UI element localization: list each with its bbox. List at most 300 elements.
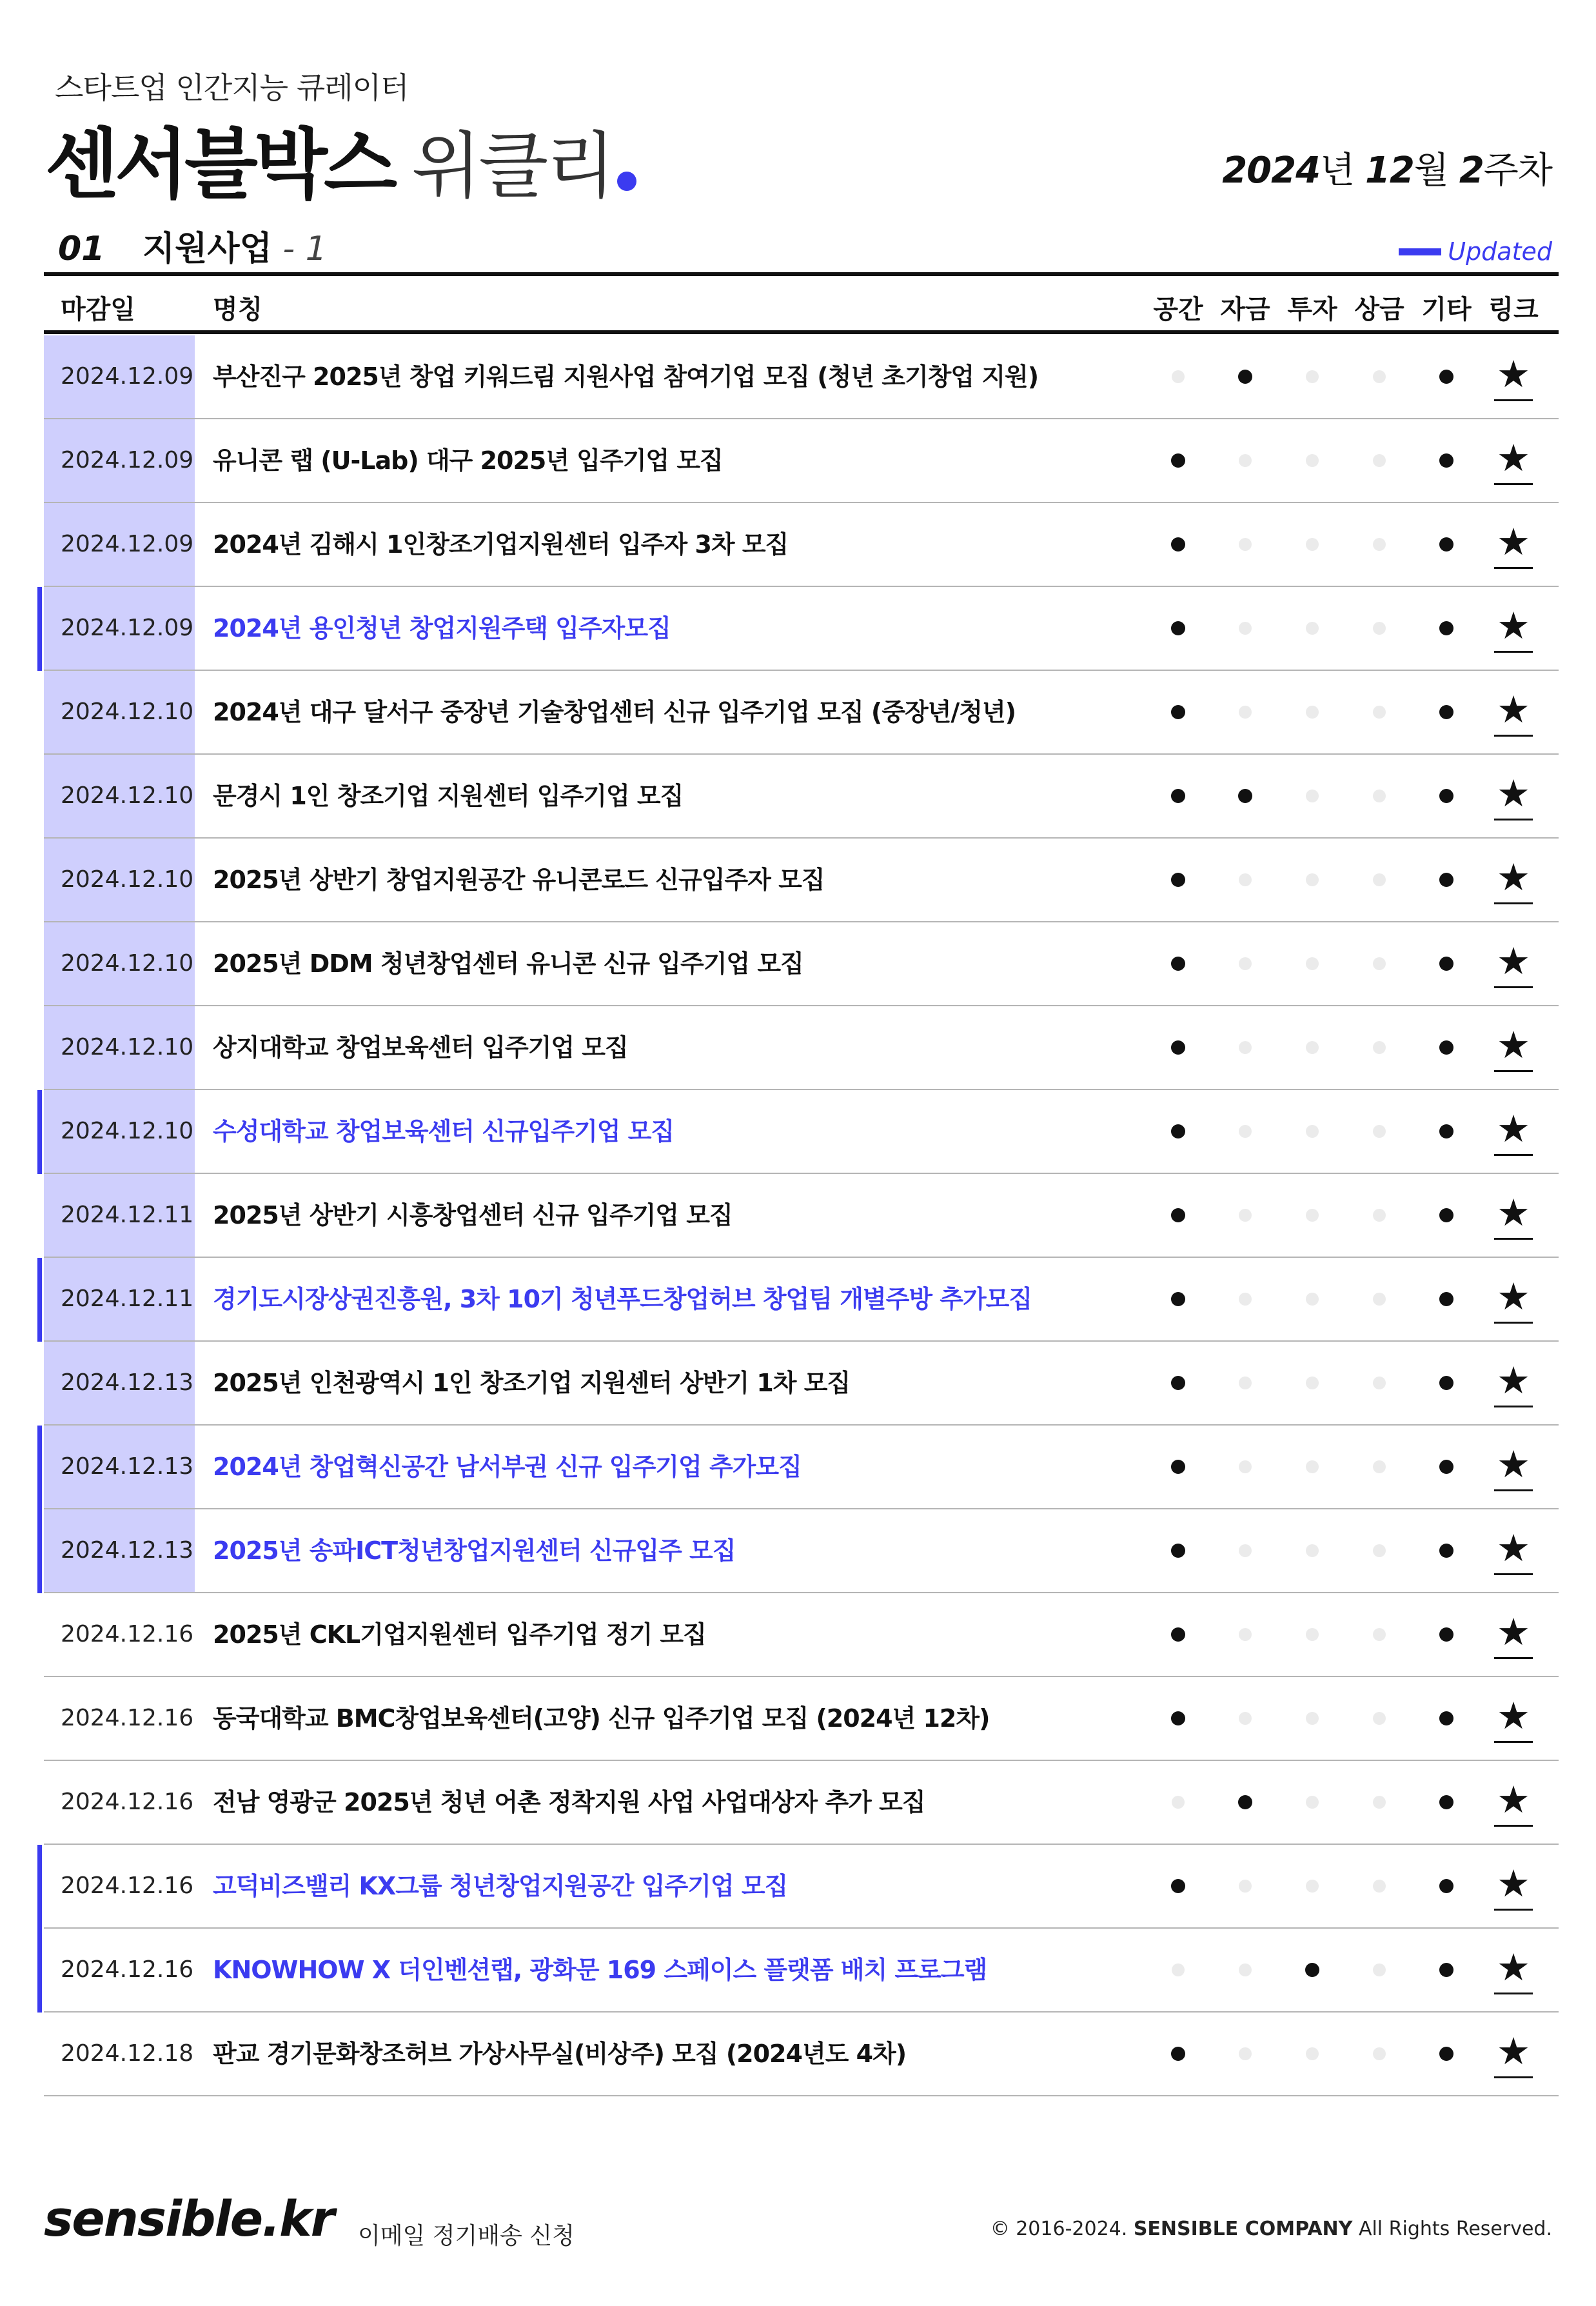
row-cell-prize — [1346, 419, 1413, 502]
filled-dot-icon — [1171, 1124, 1185, 1138]
filled-dot-icon — [1171, 1376, 1185, 1390]
updated-marker — [37, 1845, 42, 1929]
program-table — [44, 335, 1559, 2096]
empty-dot-icon — [1239, 1544, 1252, 1557]
filled-dot-icon — [1439, 1711, 1453, 1725]
row-deadline: 2024.12.16 — [61, 1956, 194, 1983]
row-cell-funding — [1212, 1426, 1279, 1508]
link-star-icon[interactable]: ★ — [1494, 1360, 1533, 1407]
table-row — [44, 1342, 1559, 1426]
row-cell-investment — [1279, 1174, 1346, 1257]
row-program-name: 경기도시장상권진흥원, 3차 10기 청년푸드창업허브 창업팀 개별주방 추가모집 — [213, 1285, 1032, 1313]
row-cell-other — [1413, 1258, 1480, 1340]
row-cell-prize — [1346, 1929, 1413, 2011]
row-cell-investment — [1279, 1845, 1346, 1927]
updated-marker — [37, 587, 42, 671]
link-star-icon[interactable]: ★ — [1494, 941, 1533, 988]
table-row — [44, 1929, 1559, 2013]
row-cell-other — [1413, 503, 1480, 586]
link-star-icon[interactable]: ★ — [1494, 1864, 1533, 1911]
empty-dot-icon — [1306, 1796, 1319, 1809]
filled-dot-icon — [1439, 1627, 1453, 1642]
row-cell-space — [1145, 1929, 1212, 2011]
row-cell-investment — [1279, 2013, 1346, 2095]
row-deadline: 2024.12.10 — [44, 1006, 195, 1089]
row-cell-other — [1413, 587, 1480, 670]
empty-dot-icon — [1306, 370, 1319, 383]
filled-dot-icon — [1171, 1711, 1185, 1725]
row-cell-prize — [1346, 1258, 1413, 1340]
row-program-name: 고덕비즈밸리 KX그룹 청년창업지원공간 입주기업 모집 — [213, 1872, 788, 1900]
empty-dot-icon — [1306, 1377, 1319, 1389]
filled-dot-icon — [1439, 1376, 1453, 1390]
empty-dot-icon — [1373, 622, 1386, 635]
row-cell-other — [1413, 1006, 1480, 1089]
row-cell-other — [1413, 335, 1480, 418]
row-cell-funding — [1212, 922, 1279, 1005]
link-star-icon[interactable]: ★ — [1494, 1780, 1533, 1827]
empty-dot-icon — [1373, 538, 1386, 551]
row-program-name: 2025년 상반기 시흥창업센터 신규 입주기업 모집 — [213, 1201, 733, 1229]
empty-dot-icon — [1373, 957, 1386, 970]
empty-dot-icon — [1373, 873, 1386, 886]
row-cell-investment — [1279, 839, 1346, 921]
empty-dot-icon — [1239, 1041, 1252, 1054]
row-cell-prize — [1346, 1845, 1413, 1927]
subtitle: 스타트업 인간지능 큐레이터 — [55, 70, 409, 105]
empty-dot-icon — [1172, 1796, 1185, 1809]
issue-year-unit: 년 — [1320, 150, 1355, 192]
empty-dot-icon — [1306, 1125, 1319, 1138]
column-header-funding: 자금 — [1220, 295, 1270, 324]
empty-dot-icon — [1306, 957, 1319, 970]
empty-dot-icon — [1373, 1041, 1386, 1054]
empty-dot-icon — [1239, 1293, 1252, 1306]
section-title — [58, 221, 327, 270]
filled-dot-icon — [1171, 1208, 1185, 1222]
row-deadline: 2024.12.10 — [44, 839, 195, 921]
column-header-other: 기타 — [1421, 295, 1472, 324]
link-star-icon[interactable]: ★ — [1494, 1025, 1533, 1072]
row-cell-funding — [1212, 1174, 1279, 1257]
row-program-name: 문경시 1인 창조기업 지원센터 입주기업 모집 — [213, 782, 684, 810]
brand-name: 센서블박스 — [45, 120, 393, 209]
filled-dot-icon — [1439, 789, 1453, 803]
row-cell-space — [1145, 2013, 1212, 2095]
empty-dot-icon — [1373, 1293, 1386, 1306]
row-program-name: 2025년 인천광역시 1인 창조기업 지원센터 상반기 1차 모집 — [213, 1369, 851, 1397]
row-program-name: 2025년 상반기 창업지원공간 유니콘로드 신규입주자 모집 — [213, 866, 825, 894]
empty-dot-icon — [1239, 1880, 1252, 1893]
link-star-icon[interactable]: ★ — [1494, 1444, 1533, 1491]
row-deadline: 2024.12.10 — [44, 1090, 195, 1173]
row-program-name: 2024년 김해시 1인창조기업지원센터 입주자 3차 모집 — [213, 530, 789, 559]
row-cell-other — [1413, 1342, 1480, 1424]
row-cell-investment — [1279, 1593, 1346, 1676]
table-row — [44, 1090, 1559, 1174]
table-row — [44, 755, 1559, 839]
row-deadline: 2024.12.09 — [44, 335, 195, 418]
empty-dot-icon — [1373, 790, 1386, 802]
empty-dot-icon — [1239, 873, 1252, 886]
empty-dot-icon — [1373, 1209, 1386, 1222]
column-header-name: 명칭 — [213, 295, 263, 324]
brand-weekly: 위클리 — [411, 124, 613, 208]
row-cell-other — [1413, 419, 1480, 502]
row-cell-prize — [1346, 922, 1413, 1005]
empty-dot-icon — [1239, 538, 1252, 551]
filled-dot-icon — [1439, 2047, 1453, 2061]
row-cell-funding — [1212, 587, 1279, 670]
row-cell-space — [1145, 1845, 1212, 1927]
updated-marker — [37, 1258, 42, 1342]
row-cell-investment — [1279, 419, 1346, 502]
link-star-icon[interactable]: ★ — [1494, 1947, 1533, 1994]
empty-dot-icon — [1239, 1628, 1252, 1641]
section-name: 지원사업 — [142, 230, 272, 268]
empty-dot-icon — [1306, 873, 1319, 886]
empty-dot-icon — [1239, 1377, 1252, 1389]
filled-dot-icon — [1439, 1963, 1453, 1977]
empty-dot-icon — [1373, 2047, 1386, 2060]
issue-month-unit: 월 — [1414, 150, 1449, 192]
footer-logo[interactable]: sensible.kr — [44, 2190, 334, 2247]
row-cell-investment — [1279, 1006, 1346, 1089]
updated-legend-bar-icon — [1399, 248, 1441, 255]
row-cell-other — [1413, 1090, 1480, 1173]
empty-dot-icon — [1373, 1796, 1386, 1809]
row-cell-prize — [1346, 1174, 1413, 1257]
row-program-name: 2024년 창업혁신공간 남서부권 신규 입주기업 추가모집 — [213, 1453, 802, 1481]
link-star-icon[interactable]: ★ — [1494, 1696, 1533, 1743]
row-deadline: 2024.12.16 — [61, 1621, 194, 1647]
row-cell-investment — [1279, 1509, 1346, 1592]
row-deadline: 2024.12.11 — [44, 1174, 195, 1257]
row-cell-prize — [1346, 503, 1413, 586]
row-cell-funding — [1212, 1258, 1279, 1340]
row-deadline: 2024.12.16 — [61, 1705, 194, 1731]
link-star-icon[interactable]: ★ — [1494, 1277, 1533, 1324]
empty-dot-icon — [1306, 1880, 1319, 1893]
column-header-link: 링크 — [1488, 295, 1539, 324]
row-cell-other — [1413, 1929, 1480, 2011]
row-cell-prize — [1346, 1342, 1413, 1424]
row-cell-space — [1145, 1593, 1212, 1676]
filled-dot-icon — [1305, 1963, 1319, 1977]
table-row — [44, 1174, 1559, 1258]
column-header-deadline: 마감일 — [61, 295, 135, 324]
row-cell-prize — [1346, 1677, 1413, 1760]
filled-dot-icon — [1171, 1627, 1185, 1642]
issue-week-number: 2 — [1459, 150, 1484, 192]
empty-dot-icon — [1306, 1209, 1319, 1222]
filled-dot-icon — [1171, 705, 1185, 719]
row-cell-space — [1145, 839, 1212, 921]
updated-legend — [1399, 237, 1552, 266]
empty-dot-icon — [1373, 1963, 1386, 1976]
empty-dot-icon — [1239, 1209, 1252, 1222]
link-star-icon[interactable]: ★ — [1494, 438, 1533, 485]
filled-dot-icon — [1171, 621, 1185, 635]
row-deadline: 2024.12.13 — [44, 1342, 195, 1424]
empty-dot-icon — [1373, 1712, 1386, 1725]
row-cell-investment — [1279, 335, 1346, 418]
row-program-name: 동국대학교 BMC창업보육센터(고양) 신규 입주기업 모집 (2024년 12차) — [213, 1704, 990, 1733]
copyright-rights: All Rights Reserved. — [1358, 2218, 1552, 2240]
row-cell-space — [1145, 1426, 1212, 1508]
link-star-icon[interactable]: ★ — [1494, 2031, 1533, 2078]
row-cell-prize — [1346, 1509, 1413, 1592]
row-cell-other — [1413, 1509, 1480, 1592]
row-cell-funding — [1212, 1593, 1279, 1676]
updated-legend-label: Updated — [1448, 237, 1552, 266]
filled-dot-icon — [1238, 789, 1252, 803]
row-cell-investment — [1279, 503, 1346, 586]
empty-dot-icon — [1306, 622, 1319, 635]
newsletter-title — [45, 103, 636, 209]
empty-dot-icon — [1373, 1377, 1386, 1389]
row-cell-space — [1145, 335, 1212, 418]
row-cell-prize — [1346, 1593, 1413, 1676]
table-row — [44, 922, 1559, 1006]
row-program-name: 2025년 DDM 청년창업센터 유니콘 신규 입주기업 모집 — [213, 949, 803, 978]
table-row — [44, 1593, 1559, 1677]
link-star-icon[interactable]: ★ — [1494, 1109, 1533, 1156]
row-cell-space — [1145, 503, 1212, 586]
filled-dot-icon — [1439, 1795, 1453, 1809]
empty-dot-icon — [1306, 1460, 1319, 1473]
row-deadline: 2024.12.09 — [44, 419, 195, 502]
table-row — [44, 1677, 1559, 1761]
row-cell-space — [1145, 671, 1212, 753]
empty-dot-icon — [1239, 2047, 1252, 2060]
updated-marker — [37, 1929, 42, 2013]
issue-month: 12 — [1364, 150, 1414, 192]
empty-dot-icon — [1373, 1460, 1386, 1473]
empty-dot-icon — [1373, 1628, 1386, 1641]
row-cell-funding — [1212, 1090, 1279, 1173]
email-subscribe-link[interactable]: 이메일 정기배송 신청 — [358, 2223, 575, 2249]
row-cell-funding — [1212, 1509, 1279, 1592]
row-cell-funding — [1212, 1006, 1279, 1089]
row-cell-funding — [1212, 671, 1279, 753]
row-cell-other — [1413, 2013, 1480, 2095]
empty-dot-icon — [1239, 706, 1252, 719]
row-cell-investment — [1279, 671, 1346, 753]
updated-marker — [37, 1426, 42, 1509]
column-header-investment: 투자 — [1287, 295, 1337, 324]
link-star-icon[interactable]: ★ — [1494, 522, 1533, 569]
row-cell-investment — [1279, 1677, 1346, 1760]
row-deadline: 2024.12.10 — [44, 755, 195, 837]
row-cell-funding — [1212, 503, 1279, 586]
filled-dot-icon — [1238, 1795, 1252, 1809]
filled-dot-icon — [1439, 1879, 1453, 1893]
row-cell-other — [1413, 1761, 1480, 1844]
table-row — [44, 1006, 1559, 1090]
filled-dot-icon — [1439, 957, 1453, 971]
row-deadline: 2024.12.16 — [61, 1873, 194, 1899]
filled-dot-icon — [1439, 453, 1453, 468]
row-cell-funding — [1212, 839, 1279, 921]
row-cell-other — [1413, 1426, 1480, 1508]
filled-dot-icon — [1439, 1040, 1453, 1055]
table-row — [44, 1258, 1559, 1342]
row-program-name: 2024년 용인청년 창업지원주택 입주자모집 — [213, 614, 671, 642]
table-row — [44, 1509, 1559, 1593]
row-cell-prize — [1346, 1426, 1413, 1508]
row-deadline: 2024.12.16 — [61, 1789, 194, 1815]
issue-year: 2024 — [1222, 150, 1321, 192]
updated-marker — [37, 1509, 42, 1593]
link-star-icon[interactable]: ★ — [1494, 606, 1533, 653]
empty-dot-icon — [1239, 1460, 1252, 1473]
section-number: 01 — [58, 230, 105, 268]
row-cell-funding — [1212, 2013, 1279, 2095]
empty-dot-icon — [1373, 370, 1386, 383]
link-star-icon[interactable]: ★ — [1494, 857, 1533, 904]
empty-dot-icon — [1373, 1880, 1386, 1893]
filled-dot-icon — [1171, 1292, 1185, 1306]
empty-dot-icon — [1239, 622, 1252, 635]
link-star-icon[interactable]: ★ — [1494, 690, 1533, 737]
row-cell-investment — [1279, 587, 1346, 670]
empty-dot-icon — [1306, 1712, 1319, 1725]
filled-dot-icon — [1439, 1460, 1453, 1474]
row-program-name: 상지대학교 창업보육센터 입주기업 모집 — [213, 1033, 628, 1062]
empty-dot-icon — [1239, 454, 1252, 467]
table-header-rule — [44, 330, 1559, 334]
row-cell-investment — [1279, 1090, 1346, 1173]
empty-dot-icon — [1306, 454, 1319, 467]
row-program-name: 판교 경기문화창조허브 가상사무실(비상주) 모집 (2024년도 4차) — [213, 2040, 907, 2068]
filled-dot-icon — [1238, 370, 1252, 384]
filled-dot-icon — [1439, 1292, 1453, 1306]
row-cell-investment — [1279, 755, 1346, 837]
empty-dot-icon — [1306, 1628, 1319, 1641]
brand-dot-icon — [617, 172, 636, 191]
link-star-icon[interactable]: ★ — [1494, 773, 1533, 820]
filled-dot-icon — [1439, 1124, 1453, 1138]
row-cell-other — [1413, 755, 1480, 837]
row-cell-space — [1145, 1174, 1212, 1257]
row-cell-prize — [1346, 755, 1413, 837]
link-star-icon[interactable]: ★ — [1494, 1193, 1533, 1240]
column-header-space: 공간 — [1153, 295, 1203, 324]
filled-dot-icon — [1439, 1208, 1453, 1222]
row-cell-prize — [1346, 839, 1413, 921]
row-cell-prize — [1346, 1090, 1413, 1173]
empty-dot-icon — [1239, 957, 1252, 970]
row-cell-space — [1145, 1090, 1212, 1173]
filled-dot-icon — [1171, 2047, 1185, 2061]
copyright — [990, 2218, 1552, 2240]
row-cell-investment — [1279, 1258, 1346, 1340]
row-cell-funding — [1212, 335, 1279, 418]
empty-dot-icon — [1239, 1125, 1252, 1138]
row-cell-funding — [1212, 755, 1279, 837]
row-deadline: 2024.12.09 — [44, 587, 195, 670]
row-cell-space — [1145, 1342, 1212, 1424]
link-star-icon[interactable]: ★ — [1494, 1612, 1533, 1659]
empty-dot-icon — [1306, 706, 1319, 719]
row-cell-investment — [1279, 1426, 1346, 1508]
table-row — [44, 503, 1559, 587]
empty-dot-icon — [1172, 1963, 1185, 1976]
row-cell-funding — [1212, 1342, 1279, 1424]
issue-week — [1222, 142, 1552, 194]
copyright-years: © 2016-2024. — [990, 2218, 1128, 2240]
row-cell-other — [1413, 839, 1480, 921]
table-row — [44, 1761, 1559, 1845]
table-row — [44, 839, 1559, 922]
table-row — [44, 419, 1559, 503]
row-program-name: 전남 영광군 2025년 청년 어촌 정착지원 사업 사업대상자 추가 모집 — [213, 1788, 925, 1816]
updated-marker — [37, 1090, 42, 1174]
row-cell-prize — [1346, 1006, 1413, 1089]
empty-dot-icon — [1306, 1293, 1319, 1306]
empty-dot-icon — [1373, 454, 1386, 467]
row-cell-other — [1413, 671, 1480, 753]
link-star-icon[interactable]: ★ — [1494, 354, 1533, 401]
issue-week-unit: 주차 — [1483, 150, 1552, 192]
filled-dot-icon — [1171, 1879, 1185, 1893]
empty-dot-icon — [1239, 1712, 1252, 1725]
row-program-name: 2025년 CKL기업지원센터 입주기업 정기 모집 — [213, 1620, 706, 1649]
row-deadline: 2024.12.18 — [61, 2040, 194, 2067]
row-cell-other — [1413, 1593, 1480, 1676]
row-cell-investment — [1279, 1929, 1346, 2011]
table-top-rule — [44, 272, 1559, 276]
empty-dot-icon — [1373, 1125, 1386, 1138]
empty-dot-icon — [1306, 790, 1319, 802]
row-cell-funding — [1212, 419, 1279, 502]
row-program-name: 수성대학교 창업보육센터 신규입주기업 모집 — [213, 1117, 675, 1146]
filled-dot-icon — [1439, 621, 1453, 635]
row-program-name: 부산진구 2025년 창업 키워드림 지원사업 참여기업 모집 (청년 초기창업 지원) — [213, 363, 1039, 391]
filled-dot-icon — [1439, 705, 1453, 719]
row-cell-investment — [1279, 1342, 1346, 1424]
filled-dot-icon — [1171, 873, 1185, 887]
row-cell-prize — [1346, 671, 1413, 753]
row-cell-space — [1145, 922, 1212, 1005]
link-star-icon[interactable]: ★ — [1494, 1528, 1533, 1575]
empty-dot-icon — [1306, 538, 1319, 551]
empty-dot-icon — [1239, 1963, 1252, 1976]
filled-dot-icon — [1171, 957, 1185, 971]
row-cell-other — [1413, 1174, 1480, 1257]
row-cell-space — [1145, 1258, 1212, 1340]
row-cell-funding — [1212, 1929, 1279, 2011]
table-row — [44, 335, 1559, 419]
filled-dot-icon — [1439, 1544, 1453, 1558]
row-cell-space — [1145, 1509, 1212, 1592]
row-deadline: 2024.12.13 — [44, 1509, 195, 1592]
row-cell-space — [1145, 419, 1212, 502]
row-deadline: 2024.12.09 — [44, 503, 195, 586]
row-program-name: 유니콘 랩 (U-Lab) 대구 2025년 입주기업 모집 — [213, 446, 723, 475]
row-deadline: 2024.12.10 — [44, 671, 195, 753]
empty-dot-icon — [1373, 1544, 1386, 1557]
row-cell-space — [1145, 1006, 1212, 1089]
table-row — [44, 671, 1559, 755]
row-cell-funding — [1212, 1845, 1279, 1927]
table-row — [44, 1426, 1559, 1509]
row-cell-prize — [1346, 335, 1413, 418]
filled-dot-icon — [1439, 873, 1453, 887]
row-cell-space — [1145, 1761, 1212, 1844]
empty-dot-icon — [1306, 1544, 1319, 1557]
